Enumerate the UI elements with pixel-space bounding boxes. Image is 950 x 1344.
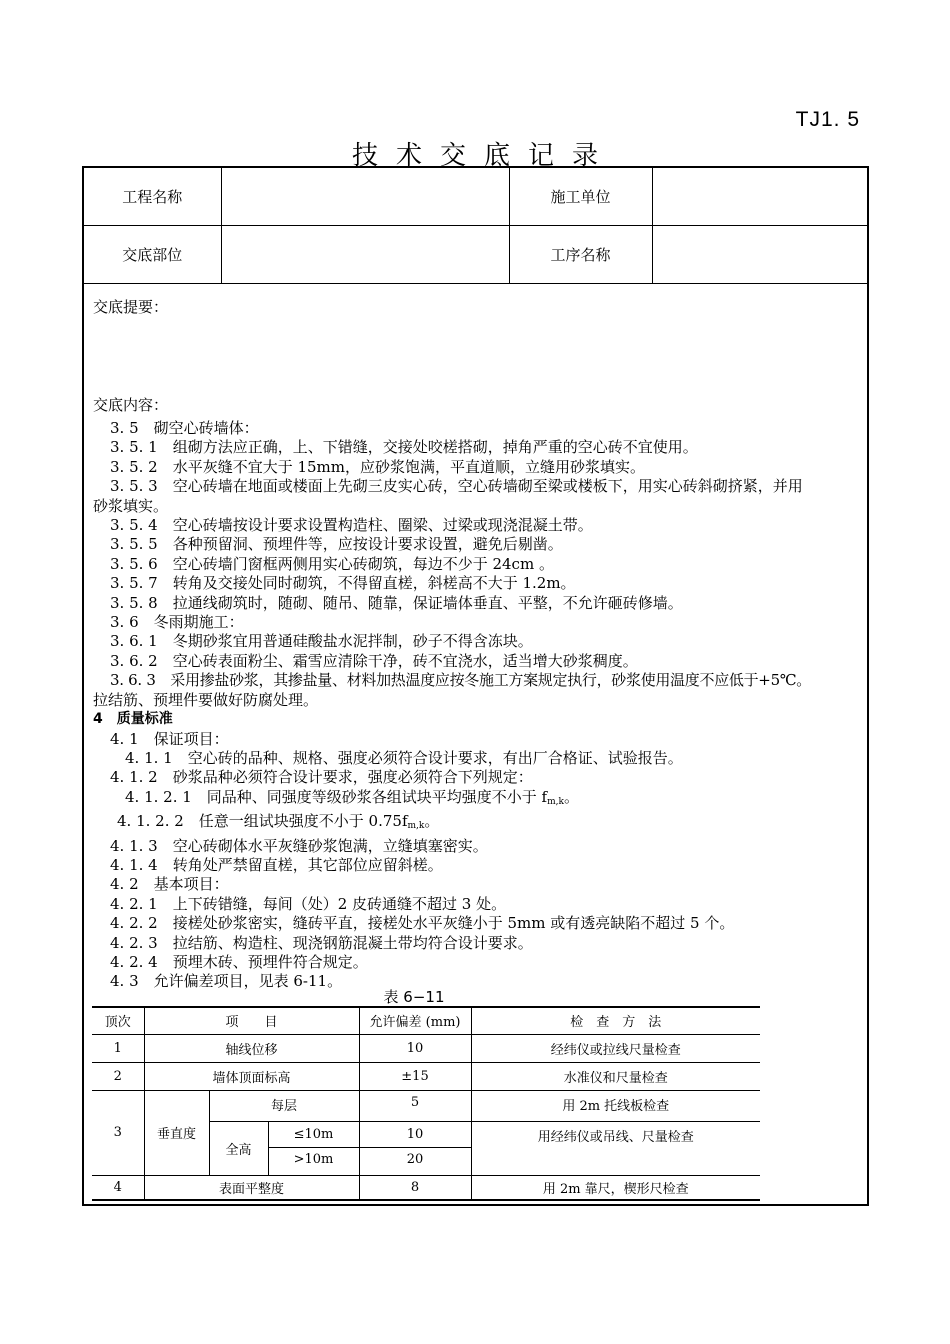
content-line: 4. 1. 2. 1 同品种、同强度等级砂浆各组试块平均强度不小于 $f_{m,k}$。 xyxy=(125,787,579,807)
page-title: 技术交底记录 xyxy=(351,141,616,171)
table-row-tolerance: 10 xyxy=(359,1121,471,1147)
part-label: 交底部位 xyxy=(84,226,221,284)
content-line: 3. 5 砌空心砖墙体： xyxy=(110,419,259,437)
table-row-item: 垂直度 xyxy=(144,1090,209,1175)
table-row-no: 4 xyxy=(92,1175,144,1200)
table-caption: 表 6−11 xyxy=(383,988,445,1006)
content-line: 3. 6 冬雨期施工： xyxy=(110,613,244,632)
content-line: 4. 1. 2 砂浆品种必须符合设计要求，强度必须符合下列规定： xyxy=(110,768,533,787)
content-line: 4. 2. 2 接槎处砂浆密实，缝砖平直，接槎处水平灰缝小于 5mm 或有透亮缺陷不超过 5 个。 xyxy=(110,914,735,933)
table-row-method: 用经纬仪或吊线、尺量检查 xyxy=(471,1121,760,1175)
process-label: 工序名称 xyxy=(509,226,652,284)
process-field[interactable] xyxy=(652,226,867,284)
content-line: 4. 2 基本项目： xyxy=(110,875,229,894)
header-item: 项 目 xyxy=(144,1007,359,1034)
table-row-item: 墙体顶面标高 xyxy=(144,1062,359,1090)
header-no: 顶次 xyxy=(92,1007,144,1034)
content-line: 3. 5. 1 组砌方法应正确，上、下错缝，交接处咬槎搭砌，掉角严重的空心砖不宜使用。 xyxy=(110,438,698,457)
header-method: 检 查 方 法 xyxy=(471,1007,760,1034)
sub-item-floor: 每层 xyxy=(209,1090,359,1121)
construction-unit-field[interactable] xyxy=(652,168,867,226)
project-name-field[interactable] xyxy=(221,168,509,226)
table-row-item: 表面平整度 xyxy=(144,1175,359,1200)
content-line: 4. 2. 1 上下砖错缝，每间（处）2 皮砖通缝不超过 3 处。 xyxy=(110,894,507,913)
content-line: 4. 1. 4 转角处严禁留直槎，其它部位应留斜槎。 xyxy=(110,855,443,874)
content-line: 3. 6. 3 采用掺盐砂浆，其掺盐量、材料加热温度应按冬施工方案规定执行，砂浆使用温度不应低于+5℃。 xyxy=(110,671,811,690)
table-row-no: 2 xyxy=(92,1062,144,1090)
summary-label: 交底提要： xyxy=(93,298,169,316)
table-row-tolerance: ±15 xyxy=(359,1062,471,1090)
table-row-method: 用 2m 托线板检查 xyxy=(471,1090,760,1121)
table-row-method: 用 2m 靠尺，楔形尺检查 xyxy=(471,1175,760,1200)
sub-item-full-height: 全高 xyxy=(209,1121,268,1175)
content-line: 4. 1. 1 空心砖的品种、规格、强度必须符合设计要求，有出厂合格证、试验报告。 xyxy=(125,748,683,767)
part-field[interactable] xyxy=(221,226,509,284)
content-line: 3. 5. 4 空心砖墙按设计要求设置构造柱、圈梁、过梁或现浇混凝土带。 xyxy=(110,516,593,535)
document-code: TJ1. 5 xyxy=(795,108,860,131)
table-row-tolerance: 10 xyxy=(359,1034,471,1062)
record-form xyxy=(82,166,869,1206)
content-line: 砂浆填实。 xyxy=(93,496,169,515)
header-table xyxy=(84,168,867,284)
content-line: 4. 2. 4 预埋木砖、预埋件符合规定。 xyxy=(110,952,368,971)
content-line: 3. 5. 6 空心砖墙门窗框两侧用实心砖砌筑，每边不少于 24cm 。 xyxy=(110,554,554,573)
table-row-item: 轴线位移 xyxy=(144,1034,359,1062)
sub-item-gt-10m: >10m xyxy=(268,1147,359,1175)
table-row-tolerance: 20 xyxy=(359,1147,471,1175)
table-row-tolerance: 5 xyxy=(359,1090,471,1121)
content-line: 3. 5. 7 转角及交接处同时砌筑，不得留直槎，斜槎高不大于 1.2m。 xyxy=(110,574,576,593)
content-line: 拉结筋、预埋件要做好防腐处理。 xyxy=(93,690,319,709)
table-row-tolerance: 8 xyxy=(359,1175,471,1200)
content-line: 3. 5. 8 拉通线砌筑时，随砌、随吊、随靠，保证墙体垂直、平整，不允许砸砖修墙。 xyxy=(110,593,683,612)
construction-unit-label: 施工单位 xyxy=(509,168,652,226)
content-label: 交底内容： xyxy=(93,396,169,414)
table-row-no: 3 xyxy=(92,1090,144,1175)
table-row-method: 经纬仪或拉线尺量检查 xyxy=(471,1034,760,1062)
tolerance-table xyxy=(92,1006,760,1201)
content-line: 3. 5. 2 水平灰缝不宜大于 15mm，应砂浆饱满，平直道顺，立缝用砂浆填实。 xyxy=(110,457,646,476)
content-line: 3. 5. 5 各种预留洞、预埋件等，应按设计要求设置，避免后剔凿。 xyxy=(110,535,563,554)
header-tolerance: 允许偏差 (mm) xyxy=(359,1007,471,1034)
section-heading: 4 质量标准 xyxy=(93,711,173,728)
content-line: 4. 2. 3 拉结筋、构造柱、现浇钢筋混凝土带均符合设计要求。 xyxy=(110,933,533,952)
sub-item-lte-10m: ≤10m xyxy=(268,1121,359,1147)
table-row-no: 1 xyxy=(92,1034,144,1062)
content-line: 3. 6. 2 空心砖表面粉尘、霜雪应清除干净，砖不宜浇水，适当增大砂浆稠度。 xyxy=(110,651,638,670)
content-line: 3. 6. 1 冬期砂浆宜用普通硅酸盐水泥拌制，砂子不得含冻块。 xyxy=(110,632,533,651)
content-line: 3. 5. 3 空心砖墙在地面或楼面上先砌三皮实心砖，空心砖墙砌至梁或楼板下，用实心砖斜砌挤紧，并用 xyxy=(110,477,803,496)
content-body xyxy=(93,419,865,992)
content-line: 4. 1. 2. 2 任意一组试块强度不小于 $0.75f_{m,k}$。 xyxy=(117,812,440,832)
content-line: 4. 3 允许偏差项目，见表 6-11。 xyxy=(110,972,343,991)
project-name-label: 工程名称 xyxy=(84,168,221,226)
content-line: 4. 1 保证项目： xyxy=(110,729,229,748)
table-row-method: 水准仪和尺量检查 xyxy=(471,1062,760,1090)
content-line: 4. 1. 3 空心砖砌体水平灰缝砂浆饱满，立缝填塞密实。 xyxy=(110,836,488,855)
